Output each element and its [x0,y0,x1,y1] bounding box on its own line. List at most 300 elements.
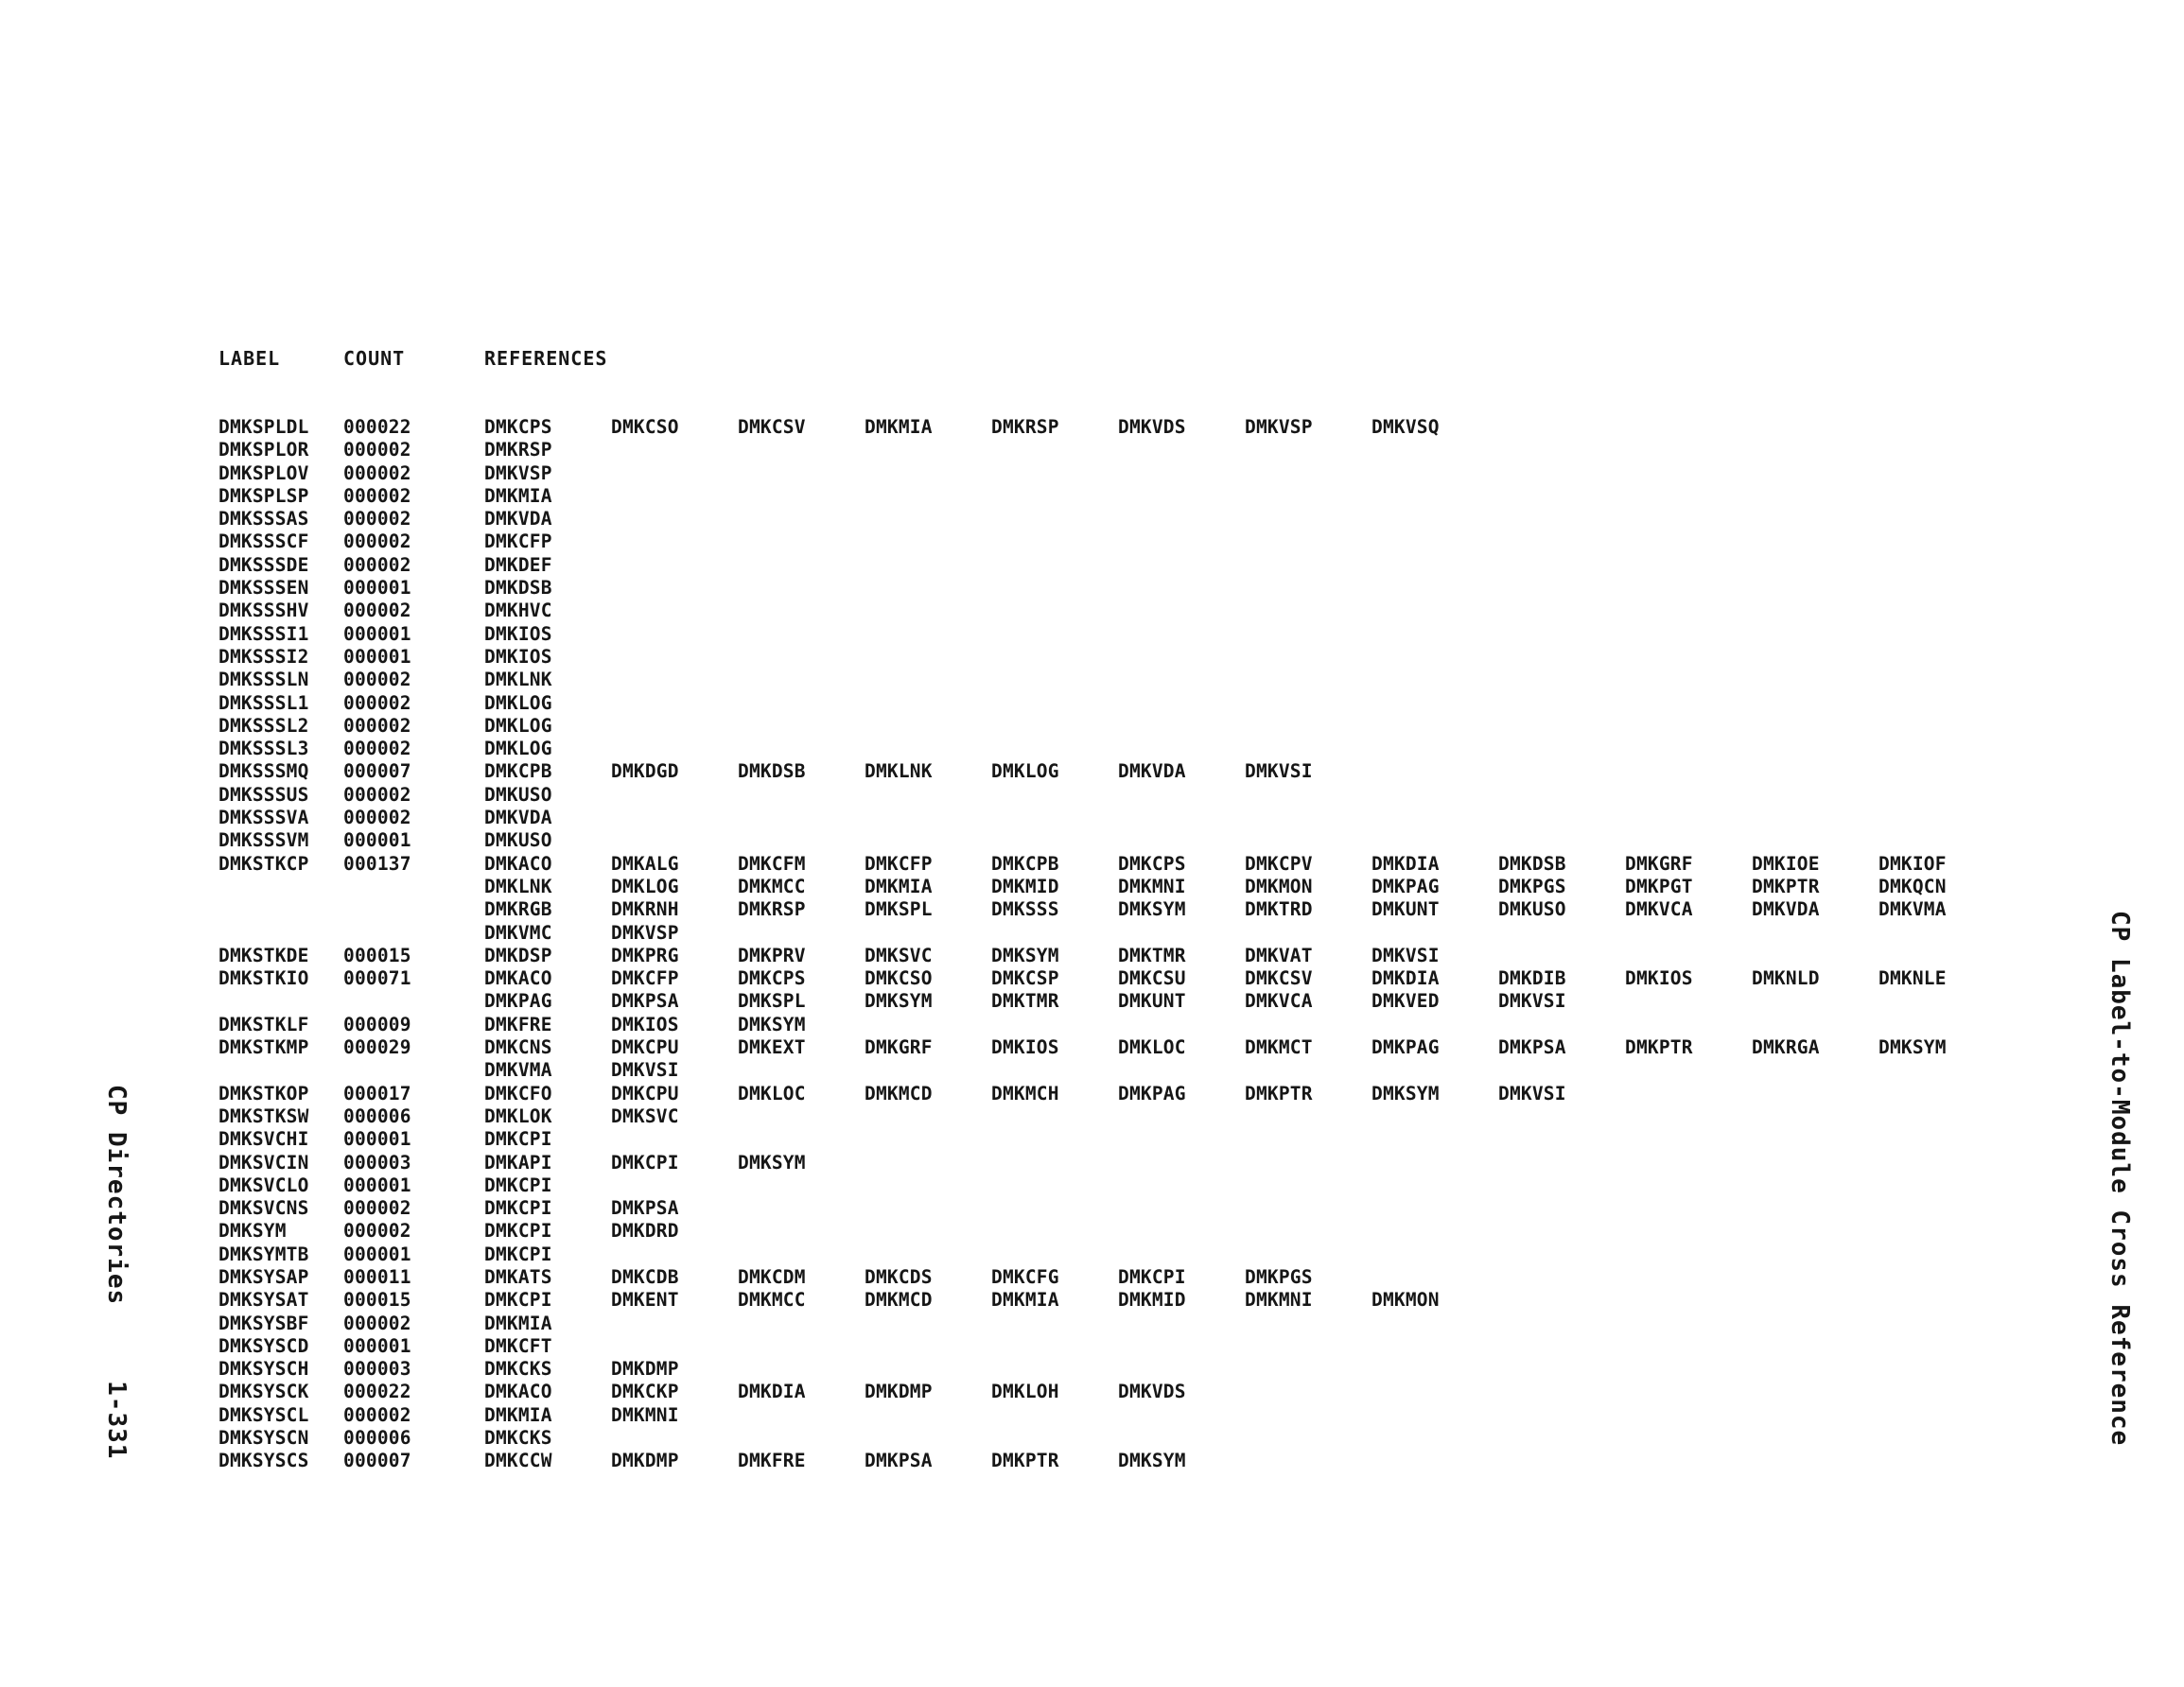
row-label: DMKSPLOR [218,439,309,461]
row-count: 000002 [343,484,411,507]
row-reference: DMKDIB [1498,967,1566,990]
row-reference: DMKPTR [1752,875,1820,897]
row-reference: DMKMCH [991,1082,1059,1104]
row-reference: DMKENT [611,1289,679,1312]
row-count: 000022 [343,1381,411,1403]
table-row [0,1105,2184,1128]
table-row [0,967,2184,990]
row-count: 000017 [343,1082,411,1104]
row-reference: DMKCPI [484,1289,552,1312]
row-reference: DMKACO [484,967,552,990]
row-reference: DMKCNS [484,1036,552,1059]
table-row [0,1128,2184,1151]
row-label: DMKSTKSW [218,1104,309,1127]
row-reference: DMKGRF [1625,852,1693,875]
row-reference: DMKCSV [738,416,806,438]
row-reference: DMKCFP [611,967,679,990]
row-label: DMKSSSMQ [218,760,309,783]
table-row [0,554,2184,577]
row-reference: DMKPAG [484,990,552,1013]
row-count: 000011 [343,1265,411,1288]
table-row [0,853,2184,876]
row-reference: DMKDIA [1372,967,1440,990]
row-reference: DMKCPU [611,1036,679,1059]
row-reference: DMKVDS [1118,416,1186,438]
row-reference: DMKMON [1372,1289,1440,1312]
row-reference: DMKSYM [1118,1450,1186,1472]
row-reference: DMKPSA [1498,1036,1566,1059]
table-row [0,738,2184,760]
table-row [0,1335,2184,1358]
row-reference: DMKAPI [484,1151,552,1174]
row-reference: DMKCDS [865,1265,933,1288]
row-label: DMKSTKCP [218,852,309,875]
row-reference: DMKIOS [484,645,552,668]
row-reference: DMKFRE [484,1013,552,1035]
table-row [0,1197,2184,1220]
row-reference: DMKCPI [484,1128,552,1151]
table-row [0,439,2184,461]
row-label: DMKSYSCL [218,1403,309,1426]
row-reference: DMKVDA [1118,760,1186,783]
row-count: 000003 [343,1151,411,1174]
row-count: 000002 [343,738,411,760]
row-count: 000001 [343,645,411,668]
row-label: DMKSYM [218,1220,287,1243]
row-reference: DMKTRD [1245,898,1313,921]
row-reference: DMKMIA [484,1312,552,1334]
table-row [0,1083,2184,1105]
row-reference: DMKMID [991,875,1059,897]
row-reference: DMKUNT [1372,898,1440,921]
row-reference: DMKVSI [1498,1082,1566,1104]
row-reference: DMKDRD [611,1220,679,1243]
row-reference: DMKPAG [1118,1082,1186,1104]
row-label: DMKSPLOV [218,461,309,484]
row-count: 000002 [343,783,411,806]
table-row [0,1014,2184,1036]
row-reference: DMKMCC [738,875,806,897]
row-reference: DMKMCD [865,1082,933,1104]
table-row [0,1427,2184,1450]
table-row [0,990,2184,1013]
row-reference: DMKQCN [1878,875,1947,897]
row-reference: DMKCPS [738,967,806,990]
row-reference: DMKACO [484,1381,552,1403]
row-count: 000002 [343,714,411,737]
row-count: 000002 [343,553,411,576]
table-row [0,577,2184,600]
row-count: 000007 [343,760,411,783]
row-reference: DMKMIA [484,1403,552,1426]
row-reference: DMKVMC [484,921,552,944]
row-label: DMKSSSHV [218,600,309,622]
row-reference: DMKLOG [484,691,552,714]
row-reference: DMKPGS [1498,875,1566,897]
row-reference: DMKSSS [991,898,1059,921]
row-reference: DMKSYM [1372,1082,1440,1104]
row-reference: DMKMIA [484,484,552,507]
row-label: DMKSYMTB [218,1243,309,1265]
row-reference: DMKCPB [484,760,552,783]
row-label: DMKSVCIN [218,1151,309,1174]
table-row [0,1313,2184,1335]
cross-reference-table [0,416,2184,1473]
row-reference: DMKPAG [1372,1036,1440,1059]
row-label: DMKSSSL3 [218,738,309,760]
row-reference: DMKCPI [484,1220,552,1243]
row-reference: DMKNLD [1752,967,1820,990]
row-reference: DMKDEF [484,553,552,576]
row-count: 000002 [343,807,411,829]
row-reference: DMKIOS [1625,967,1693,990]
row-reference: DMKVDA [484,508,552,530]
row-reference: DMKCPI [484,1174,552,1196]
row-reference: DMKVSI [611,1059,679,1082]
count-column-header: COUNT [343,347,406,370]
table-header [0,347,2184,370]
row-reference: DMKVSP [484,461,552,484]
row-reference: DMKPRV [738,944,806,966]
row-label: DMKSYSAP [218,1265,309,1288]
table-row [0,508,2184,530]
row-label: DMKSYSAT [218,1289,309,1312]
table-row [0,1059,2184,1082]
row-label: DMKSPLSP [218,484,309,507]
row-reference: DMKRSP [991,416,1059,438]
row-reference: DMKMCC [738,1289,806,1312]
table-row [0,760,2184,783]
row-reference: DMKCSO [865,967,933,990]
row-label: DMKSYSBF [218,1312,309,1334]
row-reference: DMKCKP [611,1381,679,1403]
row-count: 000029 [343,1036,411,1059]
row-label: DMKSYSCN [218,1427,309,1450]
row-label: DMKSYSCD [218,1334,309,1357]
row-reference: DMKSVC [611,1104,679,1127]
row-reference: DMKSYM [991,944,1059,966]
row-reference: DMKSVC [865,944,933,966]
row-label: DMKSSSUS [218,783,309,806]
table-row [0,416,2184,439]
row-label: DMKSSSL2 [218,714,309,737]
row-reference: DMKVSI [1498,990,1566,1013]
row-count: 000006 [343,1427,411,1450]
row-reference: DMKMNI [611,1403,679,1426]
row-count: 000137 [343,852,411,875]
row-count: 000015 [343,1289,411,1312]
row-label: DMKSSSI2 [218,645,309,668]
row-reference: DMKVDA [1752,898,1820,921]
row-reference: DMKSYM [738,1013,806,1035]
table-row [0,1036,2184,1059]
row-label: DMKSSSL1 [218,691,309,714]
row-reference: DMKIOS [611,1013,679,1035]
row-reference: DMKUSO [484,783,552,806]
row-reference: DMKCPV [1245,852,1313,875]
row-reference: DMKLNK [865,760,933,783]
row-reference: DMKDSB [484,577,552,600]
row-reference: DMKGRF [865,1036,933,1059]
row-reference: DMKRGA [1752,1036,1820,1059]
row-label: DMKSVCNS [218,1197,309,1220]
row-reference: DMKMID [1118,1289,1186,1312]
row-reference: DMKPSA [865,1450,933,1472]
row-reference: DMKALG [611,852,679,875]
row-label: DMKSSSEN [218,577,309,600]
page-footer [102,1085,131,1459]
row-reference: DMKLOG [484,714,552,737]
row-reference: DMKSPL [865,898,933,921]
row-count: 000002 [343,1403,411,1426]
row-reference: DMKMNI [1245,1289,1313,1312]
row-reference: DMKVCA [1625,898,1693,921]
row-reference: DMKDSP [484,944,552,966]
row-reference: DMKPTR [1625,1036,1693,1059]
row-reference: DMKLOC [1118,1036,1186,1059]
row-reference: DMKVSP [1245,416,1313,438]
row-reference: DMKVDS [1118,1381,1186,1403]
row-label: DMKSPLDL [218,416,309,438]
row-reference: DMKMIA [991,1289,1059,1312]
row-reference: DMKDMP [611,1358,679,1381]
row-reference: DMKLOG [611,875,679,897]
row-label: DMKSVCHI [218,1128,309,1151]
row-reference: DMKCPS [484,416,552,438]
row-reference: DMKCSV [1245,967,1313,990]
table-row [0,600,2184,622]
table-row [0,462,2184,485]
row-reference: DMKCPI [484,1243,552,1265]
table-row [0,646,2184,669]
row-reference: DMKCDM [738,1265,806,1288]
row-reference: DMKPTR [1245,1082,1313,1104]
row-count: 000001 [343,829,411,852]
row-reference: DMKLOK [484,1104,552,1127]
row-reference: DMKIOS [991,1036,1059,1059]
row-reference: DMKCPI [484,1197,552,1220]
row-reference: DMKUSO [1498,898,1566,921]
row-reference: DMKCFO [484,1082,552,1104]
table-row [0,898,2184,921]
row-reference: DMKHVC [484,600,552,622]
row-reference: DMKCKS [484,1427,552,1450]
row-reference: DMKLNK [484,669,552,691]
table-row [0,1450,2184,1472]
row-reference: DMKDSB [1498,852,1566,875]
table-row [0,1404,2184,1427]
table-row [0,1152,2184,1174]
row-label: DMKSSSLN [218,669,309,691]
row-reference: DMKUNT [1118,990,1186,1013]
table-row [0,1381,2184,1403]
footer-section: CP Directories [102,1085,131,1306]
row-reference: DMKVSP [611,921,679,944]
row-label: DMKSYSCK [218,1381,309,1403]
row-count: 000001 [343,1334,411,1357]
row-reference: DMKSYM [865,990,933,1013]
row-reference: DMKVCA [1245,990,1313,1013]
row-reference: DMKDGD [611,760,679,783]
row-label: DMKSTKOP [218,1082,309,1104]
row-label: DMKSSSCF [218,530,309,553]
table-row [0,922,2184,945]
row-reference: DMKCFT [484,1334,552,1357]
table-row [0,1289,2184,1312]
row-reference: DMKCFP [865,852,933,875]
row-reference: DMKDMP [865,1381,933,1403]
row-reference: DMKCPI [1118,1265,1186,1288]
row-count: 000001 [343,1243,411,1265]
footer-page-number: 1-331 [102,1381,131,1460]
table-row [0,669,2184,691]
row-reference: DMKPGT [1625,875,1693,897]
row-reference: DMKMON [1245,875,1313,897]
row-reference: DMKMIA [865,416,933,438]
table-row [0,945,2184,967]
row-reference: DMKCFP [484,530,552,553]
row-reference: DMKMCT [1245,1036,1313,1059]
row-label: DMKSSSAS [218,508,309,530]
row-reference: DMKSYM [738,1151,806,1174]
row-reference: DMKLNK [484,875,552,897]
row-reference: DMKCFM [738,852,806,875]
row-reference: DMKCCW [484,1450,552,1472]
row-reference: DMKLOG [991,760,1059,783]
row-label: DMKSYSCS [218,1450,309,1472]
row-label: DMKSTKMP [218,1036,309,1059]
row-count: 000007 [343,1450,411,1472]
row-reference: DMKCPB [991,852,1059,875]
row-reference: DMKMIA [865,875,933,897]
references-column-header: REFERENCES [484,347,608,370]
row-label: DMKSVCLO [218,1174,309,1196]
table-row [0,715,2184,738]
row-reference: DMKPAG [1372,875,1440,897]
row-label: DMKSSSVM [218,829,309,852]
row-count: 000006 [343,1104,411,1127]
row-reference: DMKVSI [1245,760,1313,783]
row-reference: DMKVMA [1878,898,1947,921]
row-reference: DMKCPS [1118,852,1186,875]
row-count: 000001 [343,1128,411,1151]
row-reference: DMKPSA [611,990,679,1013]
row-reference: DMKMCD [865,1289,933,1312]
row-reference: DMKCSO [611,416,679,438]
row-reference: DMKLOH [991,1381,1059,1403]
row-count: 000002 [343,669,411,691]
row-reference: DMKVMA [484,1059,552,1082]
table-row [0,1220,2184,1243]
row-reference: DMKVDA [484,807,552,829]
row-count: 000003 [343,1358,411,1381]
row-count: 000015 [343,944,411,966]
row-reference: DMKCDB [611,1265,679,1288]
row-reference: DMKATS [484,1265,552,1288]
row-reference: DMKRGB [484,898,552,921]
row-reference: DMKDIA [738,1381,806,1403]
table-row [0,1174,2184,1197]
row-reference: DMKFRE [738,1450,806,1472]
row-reference: DMKSYM [1118,898,1186,921]
row-reference: DMKIOF [1878,852,1947,875]
row-count: 000002 [343,1220,411,1243]
row-reference: DMKDSB [738,760,806,783]
row-reference: DMKTMR [1118,944,1186,966]
row-count: 000071 [343,967,411,990]
row-reference: DMKCPI [611,1151,679,1174]
row-reference: DMKCFG [991,1265,1059,1288]
row-reference: DMKCKS [484,1358,552,1381]
row-reference: DMKSYM [1878,1036,1947,1059]
row-count: 000022 [343,416,411,438]
row-reference: DMKIOE [1752,852,1820,875]
row-reference: DMKMNI [1118,875,1186,897]
row-count: 000002 [343,691,411,714]
row-count: 000002 [343,1312,411,1334]
row-count: 000002 [343,1197,411,1220]
row-count: 000001 [343,1174,411,1196]
row-reference: DMKCPU [611,1082,679,1104]
table-row [0,1266,2184,1289]
row-count: 000001 [343,577,411,600]
table-row [0,530,2184,553]
row-count: 000002 [343,461,411,484]
row-label: DMKSTKLF [218,1013,309,1035]
row-label: DMKSTKDE [218,944,309,966]
row-count: 000002 [343,530,411,553]
row-count: 000009 [343,1013,411,1035]
row-count: 000001 [343,622,411,645]
row-reference: DMKUSO [484,829,552,852]
row-reference: DMKNLE [1878,967,1947,990]
row-reference: DMKIOS [484,622,552,645]
row-reference: DMKLOG [484,738,552,760]
row-reference: DMKRSP [484,439,552,461]
table-row [0,485,2184,508]
side-title: CP Label-to-Module Cross Reference [2105,911,2134,1447]
table-row [0,829,2184,852]
row-reference: DMKPSA [611,1197,679,1220]
row-label: DMKSSSDE [218,553,309,576]
row-label: DMKSTKIO [218,967,309,990]
table-row [0,623,2184,646]
row-reference: DMKVAT [1245,944,1313,966]
row-count: 000002 [343,600,411,622]
row-reference: DMKPRG [611,944,679,966]
table-row [0,692,2184,715]
table-row [0,807,2184,829]
row-reference: DMKLOC [738,1082,806,1104]
row-reference: DMKACO [484,852,552,875]
table-row [0,784,2184,807]
row-reference: DMKRNH [611,898,679,921]
row-reference: DMKSPL [738,990,806,1013]
row-reference: DMKTMR [991,990,1059,1013]
table-row [0,876,2184,898]
table-row [0,1358,2184,1381]
row-count: 000002 [343,439,411,461]
row-reference: DMKVSI [1372,944,1440,966]
row-reference: DMKRSP [738,898,806,921]
row-reference: DMKPGS [1245,1265,1313,1288]
row-reference: DMKCSU [1118,967,1186,990]
row-reference: DMKCSP [991,967,1059,990]
row-reference: DMKVED [1372,990,1440,1013]
row-label: DMKSSSI1 [218,622,309,645]
row-count: 000002 [343,508,411,530]
row-reference: DMKDIA [1372,852,1440,875]
